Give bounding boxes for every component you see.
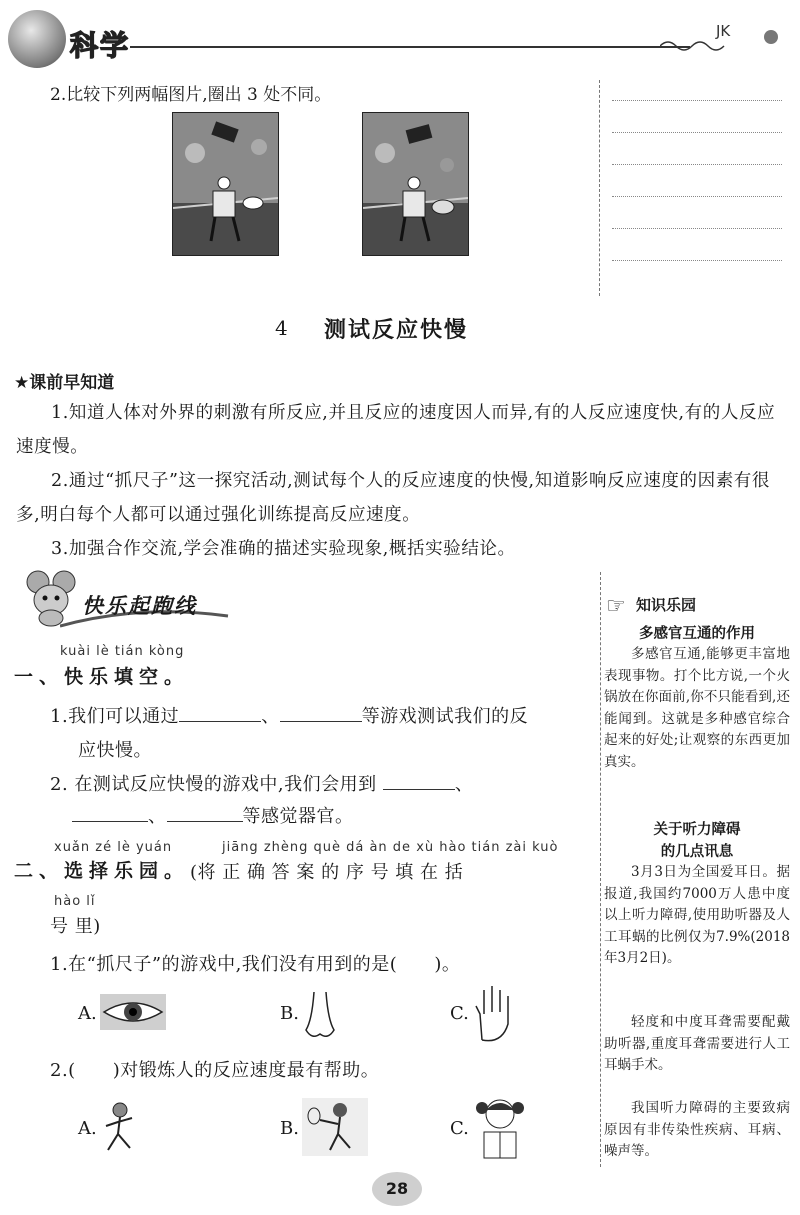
note-line xyxy=(612,164,782,165)
eye-image xyxy=(100,994,166,1030)
pre-knowledge-item: 3.加强合作交流,学会准确的描述实验现象,概括实验结论。 xyxy=(51,539,516,559)
fill-question-1: 1.我们可以通过 、 等游戏测试我们的反 xyxy=(50,702,590,728)
running-child-image xyxy=(100,1100,140,1156)
note-line xyxy=(612,196,782,197)
pointing-hand-icon: ☞ xyxy=(606,594,626,619)
choice-question-1: 1.在“抓尺子”的游戏中,我们没有用到的是( )。 xyxy=(50,954,461,975)
part2-heading: 二、选择乐园。 xyxy=(14,860,190,882)
sidebar-title: 的几点讯息 xyxy=(660,844,734,860)
sidebar-title: 关于听力障碍 xyxy=(653,822,741,838)
subject-title: 科学 xyxy=(70,29,131,62)
compare-picture-right xyxy=(362,112,469,256)
choice-question-2: 2.( )对锻炼人的反应速度最有帮助。 xyxy=(50,1060,380,1081)
option-b-label[interactable]: B. xyxy=(280,1003,299,1024)
notes-divider xyxy=(599,80,600,296)
header-rule xyxy=(130,46,690,48)
pre-knowledge-heading: ★课前早知道 xyxy=(14,373,115,393)
answer-blank[interactable] xyxy=(179,703,261,722)
compare-question: 2.比较下列两幅图片,圈出 3 处不同。 xyxy=(50,85,332,105)
part2-instruction: (将 正 确 答 案 的 序 号 填 在 括 xyxy=(190,862,464,883)
answer-blank[interactable] xyxy=(383,771,455,790)
sidebar-divider xyxy=(600,572,601,1167)
sidebar-text: 轻度和中度耳聋需要配戴助听器,重度耳聋需要进行人工耳蜗手术。 xyxy=(604,1014,790,1073)
fill-question-2-cont: 、 等感觉器官。 xyxy=(72,802,354,828)
banner-title: 快乐起跑线 xyxy=(82,594,197,618)
answer-blank[interactable] xyxy=(72,803,148,822)
fill-question-1-cont: 应快慢。 xyxy=(78,740,152,761)
fill-question-2: 2. 在测试反应快慢的游戏中,我们会用到 、 xyxy=(50,770,595,796)
hand-image xyxy=(472,984,516,1044)
badminton-image xyxy=(302,1098,368,1156)
part1-heading: 一、快乐填空。 xyxy=(14,666,190,688)
section-title: 测试反应快慢 xyxy=(324,318,469,343)
sidebar-title: 多感官互通的作用 xyxy=(639,626,755,642)
nose-image xyxy=(302,990,338,1042)
option-c-label[interactable]: C. xyxy=(450,1118,469,1139)
pre-knowledge-item: 2.通过“抓尺子”这一探究活动,测试每个人的反应速度的快慢,知道影响反应速度的因素有很多,明白每个人都可以通过强化训练提高反应速度。 xyxy=(16,471,771,525)
part2-instruction-cont: 号 里) xyxy=(50,916,101,937)
note-line xyxy=(612,132,782,133)
note-line xyxy=(612,260,782,261)
option-c-label[interactable]: C. xyxy=(450,1003,469,1024)
option-a-label[interactable]: A. xyxy=(78,1003,97,1024)
sidebar-text: 3月3日为全国爱耳日。据报道,我国约7000万人患中度以上听力障碍,使用助听器及人工耳蜗的比例仅为7.9%(2018年3月2日)。 xyxy=(604,864,790,966)
option-b-label[interactable]: B. xyxy=(280,1118,299,1139)
option-a-label[interactable]: A. xyxy=(78,1118,97,1139)
pre-knowledge-item: 1.知道人体对外界的刺激有所反应,并且反应的速度因人而异,有的人反应速度快,有的人反应速度慢。 xyxy=(16,403,776,457)
part2-pinyin: xuǎn zé lè yuán xyxy=(54,840,173,855)
note-line xyxy=(612,228,782,229)
sidebar-heading: 知识乐园 xyxy=(636,596,697,614)
header-mascot-icon xyxy=(764,30,778,44)
part2-pinyin: hào lǐ xyxy=(54,894,96,909)
note-line xyxy=(612,100,782,101)
section-number: 4 xyxy=(275,316,288,340)
page-number: 28 xyxy=(372,1172,422,1206)
part1-pinyin: kuài lè tián kòng xyxy=(60,644,185,659)
edition-label: JK xyxy=(716,22,731,40)
reading-child-image xyxy=(472,1094,528,1164)
sidebar-text: 多感官互通,能够更丰富地表现事物。打个比方说,一个火锅放在你面前,你不只能看到,还能闻到。这就是多种感官综合起来的好处;让观察的东西更加真实。 xyxy=(604,646,790,770)
answer-blank[interactable] xyxy=(167,803,243,822)
part2-pinyin: jiāng zhèng què dá àn de xù hào tián zài kuò xyxy=(222,840,559,855)
logo-mascot xyxy=(8,10,66,68)
sidebar-text: 我国听力障碍的主要致病原因有非传染性疾病、耳病、噪声等。 xyxy=(604,1100,790,1159)
compare-picture-left xyxy=(172,112,279,256)
answer-blank[interactable] xyxy=(280,703,362,722)
